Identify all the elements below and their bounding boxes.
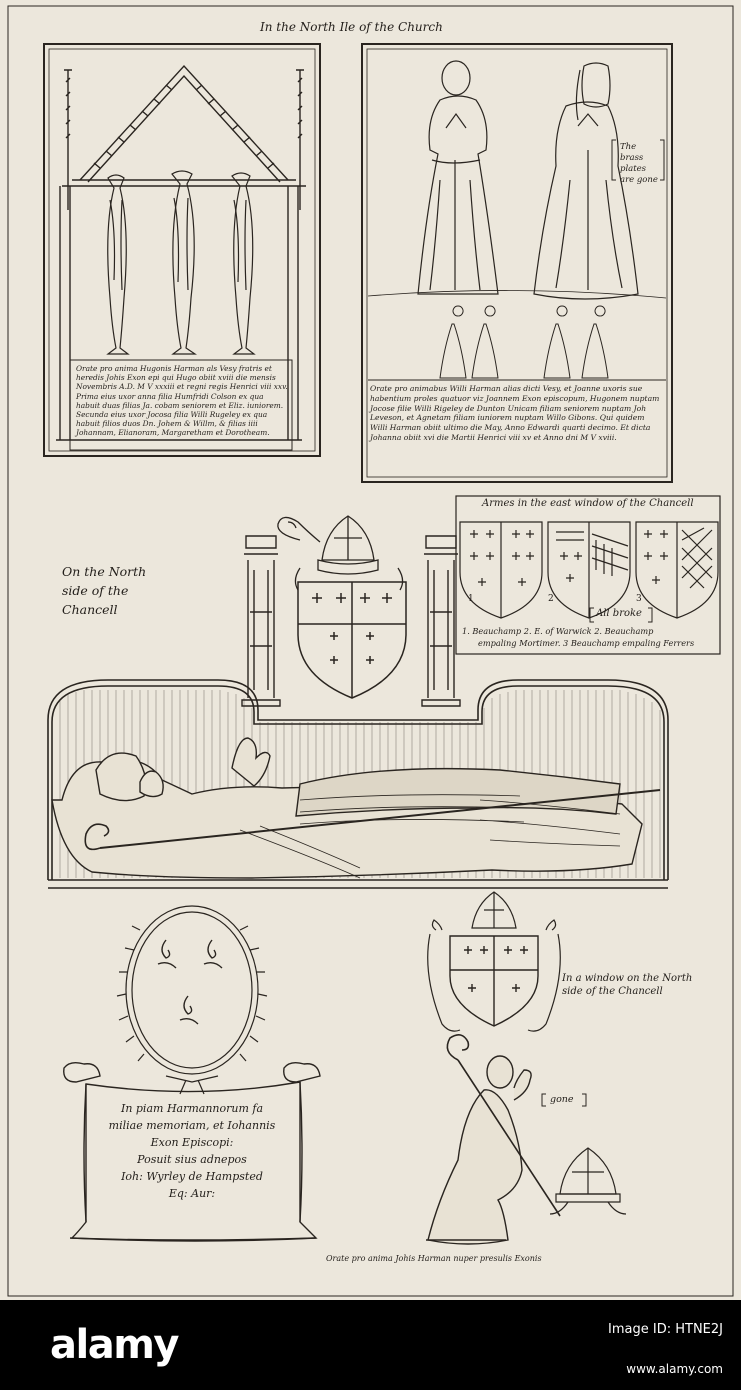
tomb-columns: [242, 536, 460, 706]
alamy-logo[interactable]: alamy: [50, 1322, 178, 1368]
arms-number-2: 2: [548, 594, 554, 604]
banner-text: [92, 1100, 292, 1202]
arms-number-1: 1: [468, 594, 474, 604]
kneeling-caption: Orate pro anima Johis Harman nuper presulis Exonis: [326, 1254, 542, 1263]
wreath-hooks-arms: [158, 940, 222, 1024]
arms-shield-2: [548, 522, 630, 618]
site-url[interactable]: www.alamy.com: [626, 1362, 723, 1376]
stock-footer-bar: [0, 1300, 741, 1390]
footer-meta: [493, 1300, 723, 1390]
window-gone-note: gone: [550, 1094, 574, 1105]
laurel-wreath: [117, 906, 267, 1094]
arms-number-3: 3: [636, 594, 642, 604]
bishop-shield: [298, 582, 406, 698]
banner-line-3: Exon Episcopi:: [150, 1136, 234, 1149]
arms-all-broke-note: All broke: [596, 608, 642, 619]
banner-line-4: Posuit sius adnepos: [137, 1153, 247, 1166]
standing-man: [418, 61, 498, 294]
banner-line-5: Ioh: Wyrley de Hampsted: [121, 1170, 263, 1183]
header-caption: In the North Ile of the Church: [260, 20, 443, 34]
kneeling-bishop: [426, 1056, 531, 1244]
arms-legend-line-1: 1. Beauchamp 2. E. of Warwick 2. Beauchamp: [462, 626, 654, 636]
window-mitre: [472, 892, 516, 928]
figures-inscription: Orate pro animabus Willi Harman alias dicti Vesy, et Joanne uxoris sue habentium proles quatuor viz Joannem Exon episcopum, Hugonem nuptam Jocose filie Willi Rigeley de Dunton Unicam filiam seniorem nuptam Joh Leveson, et Agnetam filiam iuniorem nuptam Willo Gibons. Qui quidem Willi Harman obiit ultimo die May, Anno Edwardi quarti decimo. Et dicta Johanna obiit xvi die Martii Henrici viii xv et Anno dni M V xviii.: [370, 384, 660, 442]
image-id: Image ID: HTNE2J: [608, 1322, 723, 1337]
window-shield: [450, 936, 538, 1026]
brass-plates-note: The brass plates are gone: [620, 142, 658, 185]
small-children-figures: [440, 306, 608, 378]
window-caption: In a window on the North side of the Chancell: [562, 973, 693, 997]
arms-legend-line-2: empaling Mortimer. 3 Beauchamp empaling Ferrers: [478, 638, 695, 648]
shrouded-figures: [108, 171, 254, 354]
banner-line-6: Eq: Aur:: [168, 1187, 216, 1200]
tomb-base: [48, 880, 668, 888]
tomb-caption: On the North side of the Chancell: [62, 564, 147, 617]
bishop-mitre-crest: [278, 516, 403, 590]
arms-panel-title: Armes in the east window of the Chancell: [482, 498, 694, 509]
arms-shield-3: [636, 522, 718, 618]
effigy-bishop: [52, 738, 642, 878]
kneeling-mitre: [550, 1148, 626, 1214]
banner-line-2: miliae memoriam, et Iohannis: [108, 1119, 276, 1132]
banner-line-1: In piam Harmannorum fa: [120, 1102, 264, 1115]
brass-inscription: Orate pro anima Hugonis Harman als Vesy fratris et heredis Johis Exon epi qui Hugo obiit xviii die mensis Novembris A.D. M V xxxiii et regni regis Henrici viii xxv. Prima eius uxor anna filia Humfridi Colson ex qua habuit duas filias Ja. cobam seniorem et Eliz. iuniorem. Secunda eius uxor Jocosa filia Willi Rugeley ex qua habuit filios duos Dn. Johem & Willm, & filias iiii Johannam, Elianoram, Margaretham et Dorotheam.: [76, 364, 288, 438]
